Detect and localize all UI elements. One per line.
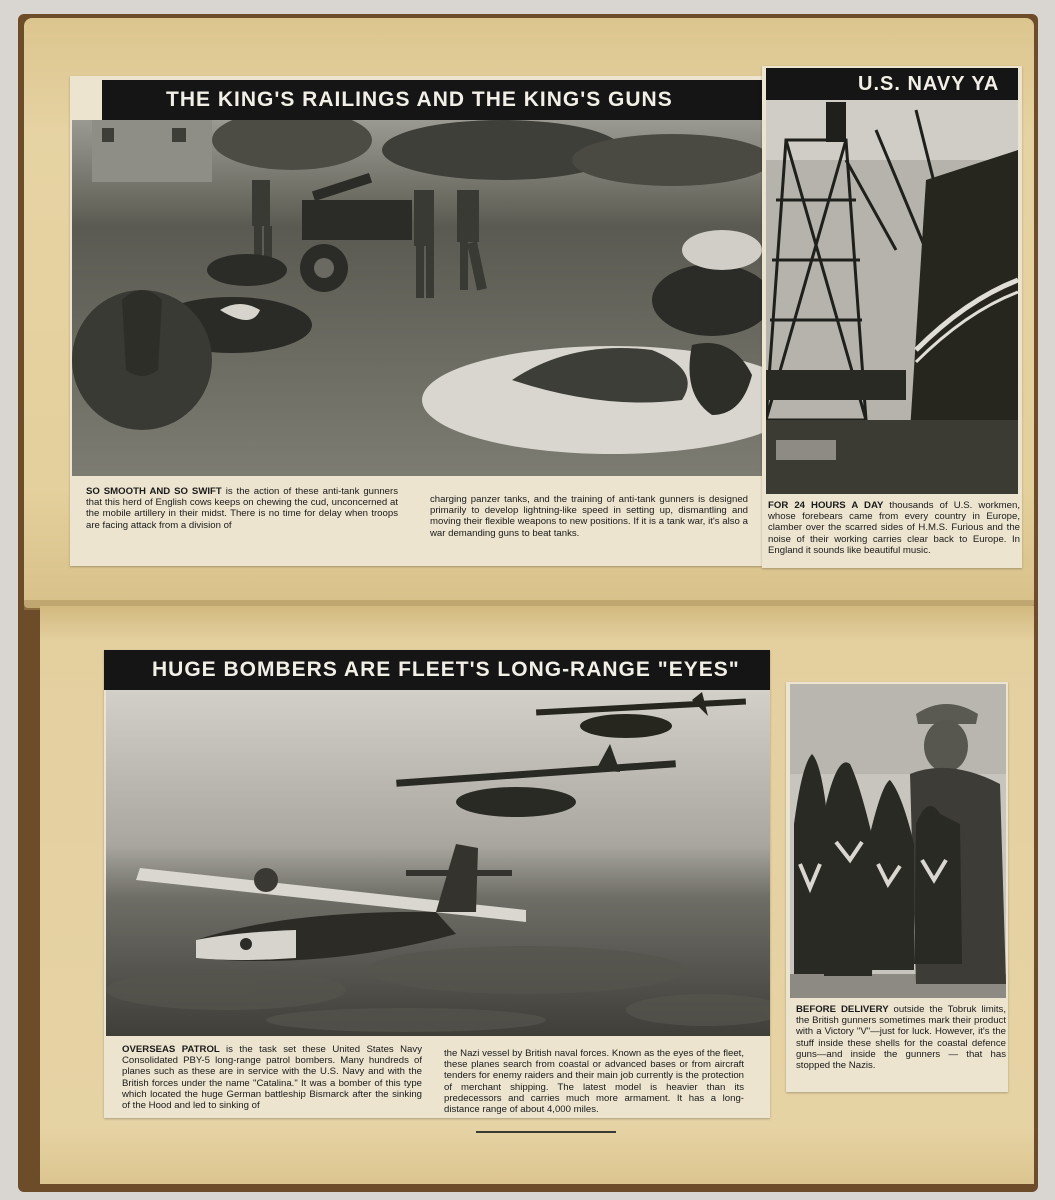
caption-text: outside the Tobruk limits, the British gunners sometimes mark their product with a Victory "V"—just for luck. However, it's the stuff inside these shells for the coastal defence guns—and inside the gunners — that has stopped the Nazis.: [796, 1004, 1006, 1072]
photo-shipyard-cranes: [766, 100, 1018, 494]
caption-right-col: [430, 494, 748, 554]
caption-text: thousands of U.S. workmen, whose forebears came from every country in Europe, clamber over the scarred sides of H.M.S. Furious and the noise of their working carries clear back to Europe. In England it sounds like beautiful music.: [768, 500, 1020, 556]
headline: U.S. NAVY YA: [858, 72, 1000, 95]
caption-text: is the task set these United States Navy Consolidated PBY-5 long-range patrol bombers. Many hundreds of planes such as these are in service with the U.S. Navy and with the British forces under the name "Catalina." It was a bomber of this type which located the huge German battleship Bismarck after the sinking of the Hood and led to sinking of: [122, 1044, 422, 1112]
headline: THE KING'S RAILINGS AND THE KING'S GUNS: [166, 88, 673, 111]
caption-lead: FOR 24 HOURS A DAY: [768, 500, 890, 511]
photo-cows-and-artillery: [72, 120, 762, 476]
caption-lead: SO SMOOTH AND SO SWIFT: [86, 486, 226, 497]
caption-lead: BEFORE DELIVERY: [796, 1004, 894, 1015]
caption-right-col: [444, 1048, 744, 1116]
caption-left-col: [86, 486, 398, 546]
headline-banner: [104, 650, 770, 690]
caption-left-col: [122, 1044, 422, 1112]
caption-text: charging panzer tanks, and the training of anti-tank gunners is designed primarily to develop lightning-like speed in setting up, dismantling and moving their flexible weapons to new positions. If it is a tank war, it's also a war demanding guns to beat tanks.: [430, 494, 748, 539]
photo-gunner-with-shells: [790, 684, 1006, 998]
paste-line: [476, 1131, 616, 1133]
clipping-navy-yard: [762, 66, 1022, 568]
photo-catalina-bombers: [106, 690, 770, 1036]
headline-banner: [102, 80, 764, 120]
clipping-bombers: [104, 650, 770, 1118]
caption-text: the Nazi vessel by British naval forces. Known as the eyes of the fleet, these planes search from coastal or advanced bases or from aircraft tenders for enemy raiders and their main job currently is the protection of merchant shipping. The latest model is heavier than its predecessors and carries much more armament. It has a long-distance range of about 4,000 miles.: [444, 1048, 744, 1116]
caption-lead: OVERSEAS PATROL: [122, 1044, 227, 1055]
caption: [796, 1004, 1006, 1088]
caption-text: is the action of these anti-tank gunners that this herd of English cows keeps on chewing the cud, unconcerned at the mobile artillery in their midst. There is no time for delay when troops are facing attack from a division of: [86, 486, 398, 531]
caption: [768, 500, 1020, 564]
headline-banner: [766, 68, 1018, 100]
clipping-shells: [786, 682, 1008, 1092]
headline: HUGE BOMBERS ARE FLEET'S LONG-RANGE "EYES": [152, 658, 740, 681]
clipping-kings-guns: [70, 76, 762, 566]
